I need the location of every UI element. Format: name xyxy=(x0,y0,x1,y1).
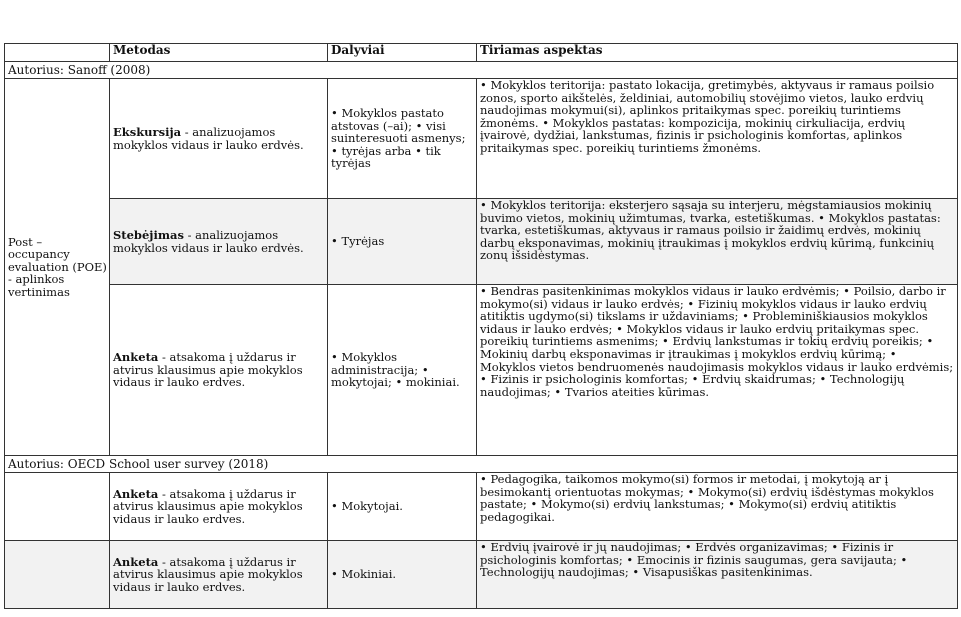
aspect-cell: • Mokyklos teritorija: pastato lokacija, gretimybės, aktyvaus ir ramaus poilsio zonos, sporto aikštelės, želdiniai, automobilių stovėjimo vietos, lauko erdvių naudojimas mokymui(si), aplinkos pritaikymas spec. poreikių turintiems žmonėms. • Mokyklos pastatas: kompozicija, mokinių cirkuliacija, erdvių įvairovė, dydžiai, lankstumas, fizinis ir psichologinis komfortas, aplinkos pritaikymas spec. poreikių turintiems žmonėms. xyxy=(477,79,958,199)
method-cell xyxy=(110,285,328,456)
method-name: Ekskursija xyxy=(113,124,182,139)
table-row xyxy=(5,79,958,199)
aspect-cell: • Erdvių įvairovė ir jų naudojimas; • Erdvės organizavimas; • Fizinis ir psichologinis komfortas; • Emocinis ir fizinis saugumas, gera savijauta; • Technologijų naudojimas; • Visapusiškas pasitenkinimas. xyxy=(477,541,958,609)
method-cell xyxy=(110,541,328,609)
table-row xyxy=(5,285,958,456)
participants-cell: • Mokiniai. xyxy=(328,541,477,609)
header-method: Metodas xyxy=(110,44,328,62)
method-name: Anketa xyxy=(113,554,159,569)
aspect-cell: • Pedagogika, taikomos mokymo(si) formos ir metodai, į mokytoją ar į besimokantį orientuotas mokymas; • Mokymo(si) erdvių išdėstymas mokyklos pastate; • Mokymo(si) erdvių lankstumas; • Mokymo(si) erdvių atitiktis pedagogikai. xyxy=(477,473,958,541)
method-cell xyxy=(110,79,328,199)
section-row-sanoff xyxy=(5,62,958,79)
aspect-cell: • Mokyklos teritorija: eksterjero sąsaja su interjeru, mėgstamiausios mokinių buvimo vietos, mokinių užimtumas, tvarka, estetiškumas. • Mokyklos pastatas: tvarka, estetiškumas, aktyvaus ir ramaus poilsio ir žaidimų erdvės, mokinių darbų eksponavimas, mokinių įtraukimas į mokyklos erdvių kūrimą, funkcinių zonų išsidėstymas. xyxy=(477,199,958,285)
participants-cell: • Mokyklos administracija; • mokytojai; • mokiniai. xyxy=(328,285,477,456)
section-label: Autorius: OECD School user survey (2018) xyxy=(5,456,958,473)
method-description: - atsakoma į uždarus ir atvirus klausimus apie mokyklos vidaus ir lauko erdves. xyxy=(113,350,303,390)
participants-cell: • Mokytojai. xyxy=(328,473,477,541)
header-row xyxy=(5,44,958,62)
group-label-cell xyxy=(5,473,110,541)
header-group xyxy=(5,44,110,62)
table-row xyxy=(5,541,958,609)
method-description: - analizuojamos mokyklos vidaus ir lauko erdvės. xyxy=(113,227,304,255)
method-cell xyxy=(110,199,328,285)
method-name: Stebėjimas xyxy=(113,227,184,242)
research-methods-table xyxy=(4,43,958,609)
aspect-cell: • Bendras pasitenkinimas mokyklos vidaus ir lauko erdvėmis; • Poilsio, darbo ir mokymo(si) vidaus ir lauko erdvės; • Fizinių mokyklos vidaus ir lauko erdvių atitiktis ugdymo(si) tikslams ir uždaviniams; • Probleminiškiausios mokyklos vidaus ir lauko erdvės; • Mokyklos vidaus ir lauko erdvių pritaikymas spec. poreikių turintiems asmenims; • Erdvių lankstumas ir tokių erdvių poreikis; • Mokinių darbų eksponavimas ir įtraukimas į mokyklos erdvių kūrimą; • Mokyklos vietos bendruomenės naudojimasis mokyklos vidaus ir lauko erdvėmis; • Fizinis ir psichologinis komfortas; • Erdvių skaidrumas; • Technologijų naudojimas; • Tvarios ateities kūrimas. xyxy=(477,285,958,456)
method-description: - atsakoma į uždarus ir atvirus klausimus apie mokyklos vidaus ir lauko erdves. xyxy=(113,554,303,594)
method-cell xyxy=(110,473,328,541)
method-name: Anketa xyxy=(113,350,159,365)
header-aspect: Tiriamas aspektas xyxy=(477,44,958,62)
table-row xyxy=(5,473,958,541)
header-participants: Dalyviai xyxy=(328,44,477,62)
group-label-cell: Post – occupancy evaluation (POE) - aplinkos vertinimas xyxy=(5,79,110,456)
section-row-oecd xyxy=(5,456,958,473)
participants-cell: • Tyrėjas xyxy=(328,199,477,285)
method-description: - analizuojamos mokyklos vidaus ir lauko erdvės. xyxy=(113,124,304,152)
participants-cell: • Mokyklos pastato atstovas (–ai); • visi suinteresuoti asmenys; • tyrėjas arba • tik tyrėjas xyxy=(328,79,477,199)
table-row xyxy=(5,199,958,285)
method-description: - atsakoma į uždarus ir atvirus klausimus apie mokyklos vidaus ir lauko erdves. xyxy=(113,486,303,526)
section-label: Autorius: Sanoff (2008) xyxy=(5,62,958,79)
method-name: Anketa xyxy=(113,486,159,501)
group-label-cell xyxy=(5,541,110,609)
